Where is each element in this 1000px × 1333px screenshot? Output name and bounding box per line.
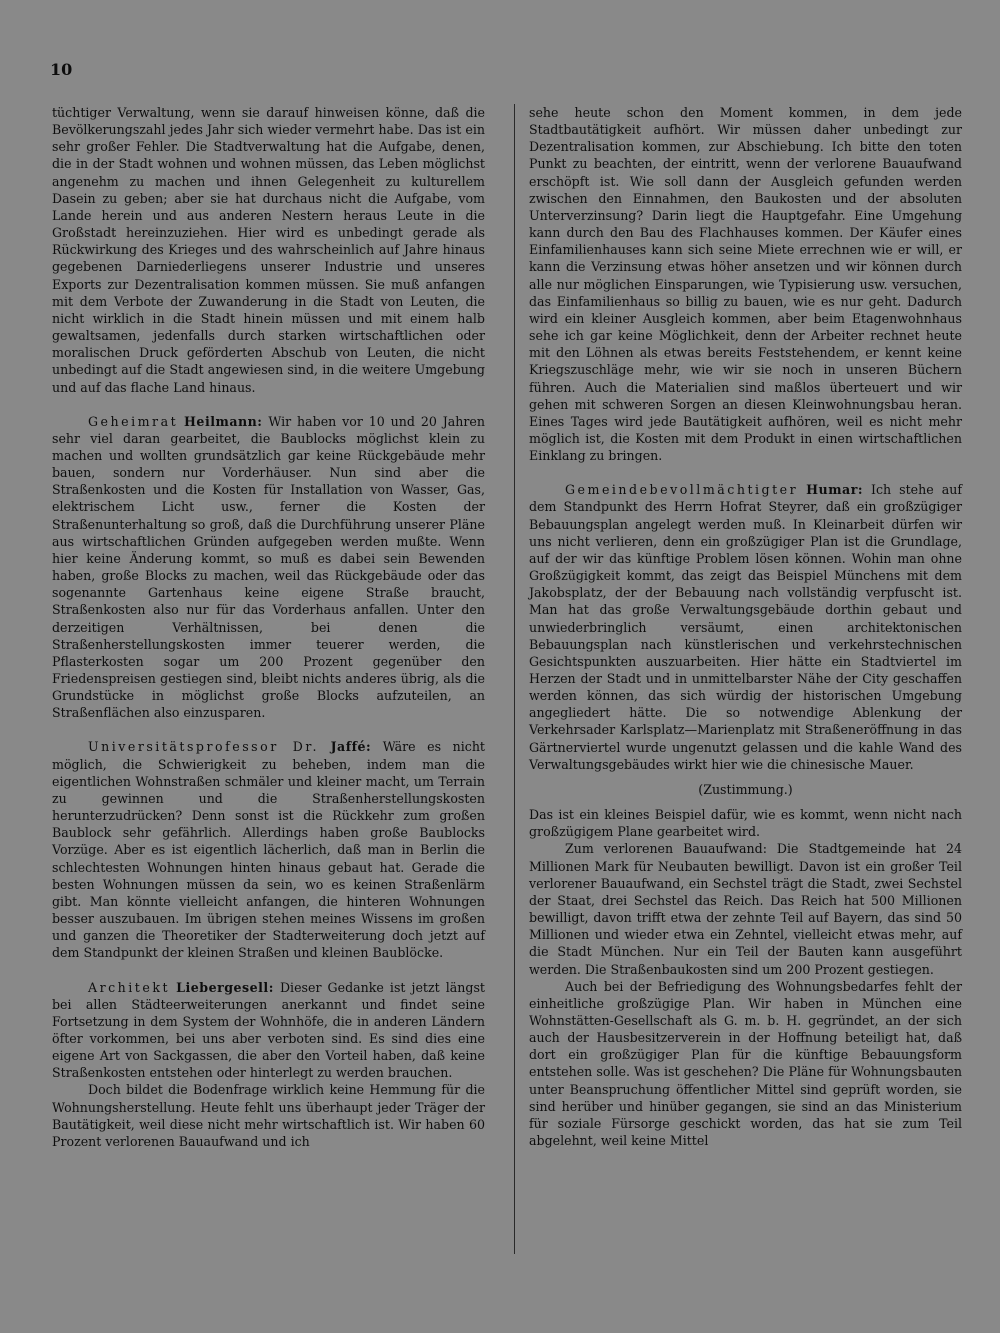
speaker-name: Humar: — [806, 482, 863, 498]
speaker-name: Liebergesell: — [176, 979, 274, 995]
speaker-name: Heilmann: — [184, 413, 263, 429]
speaker-title: Gemeindebevollmächtigter — [565, 482, 799, 498]
interjection: (Zustimmung.) — [698, 781, 793, 797]
page-number: 10 — [50, 60, 73, 79]
speech-paragraph — [52, 738, 485, 961]
paragraph: Auch bei der Befriedigung des Wohnungsbedarfes fehlt der einheitliche großzügige Plan. Wir haben in München eine Wohnstätten-Gesellschaft als G. m. b. H. gegründet, an der sich auch der Hausbesitzerverein in der Hoffnung beteiligt hat, daß dort ein großzügiger Plan für die künftige Bebauungsform entstehen solle. Was ist geschehen? Die Pläne für Wohnungsbauten unter Beanspruchung öffentlicher Mittel sind geprüft worden, sie sind herüber und hinüber gegangen, sie sind an das Ministerium für soziale Fürsorge geschickt worden, das hat sie zum Teil abgelehnt, weil keine Mittel — [529, 978, 962, 1149]
speech-text: Wir haben vor 10 und 20 Jahren sehr viel daran gearbeitet, die Baublocks möglichst klein zu machen und wollten grundsätzlich gar keine Rückgebäude mehr bauen, sondern nur Vorderhäuser. Nun sind aber die Straßenkosten und die Kosten für Installation von Wasser, Gas, elektrischem Licht usw., ferner die Kosten der Straßenunterhaltung so groß, daß die Durchführung unserer Pläne aus wirtschaftlichen Gründen aufgegeben werden mußte. Wenn hier keine Änderung kommt, so muß es dabei sein Bewenden haben, große Blocks zu machen, weil das Rückgebäude oder das sogenannte Gartenhaus keine eigene Straße braucht, Straßenkosten also nur für das Vorderhaus anfallen. Unter den derzeitigen Verhältnissen, bei denen die Straßenherstellungskosten immer teuerer werden, die Pflasterkosten sogar um 200 Prozent gegenüber den Friedenspreisen gestiegen sind, bleibt nichts anderes übrig, als die Grundstücke in möglichst große Blocks aufzuteilen, an Straßenflächen also einzusparen. — [52, 413, 485, 721]
paragraph: sehe heute schon den Moment kommen, in dem jede Stadtbautätigkeit aufhört. Wir müssen daher unbedingt zur Dezentralisation kommen, zur Abschiebung. Ich bitte den toten Punkt zu beachten, der eintritt, wenn der verlorene Bauaufwand erschöpft ist. Wie soll dann der Ausgleich gefunden werden zwischen den Einnahmen, den Baukosten und der absoluten Unterverzinsung? Darin liegt die Hauptgefahr. Eine Umgehung kann durch den Bau des Flachhauses kommen. Der Käufer eines Einfamilienhauses kann sich seine Miete errechnen wie er will, er kann die Verzinsung etwas höher ansetzen und wir können durch alle nur möglichen Einsparungen, wie Typisierung usw. versuchen, das Einfamilienhaus so billig zu bauen, wie es nur geht. Dadurch wird ein kleiner Ausgleich kommen, aber beim Etagenwohnhaus sehe ich gar keine Möglichkeit, denn der Arbeiter rechnet heute mit den Löhnen als etwas bereits Feststehendem, er kennt keine Kriegszuschläge mehr, wie wir sie noch in unseren Büchern führen. Auch die Materialien sind maßlos überteuert und wir gehen mit schweren Sorgen an diesen Kleinwohnungsbau heran. Eines Tages wird jede Bautätigkeit aufhören, weil es nicht mehr möglich ist, die Kosten mit dem Produkt in einen wirtschaftlichen Einklang zu bringen. — [529, 105, 962, 464]
speaker-title: Universitätsprofessor Dr. — [88, 739, 320, 755]
paragraph: tüchtiger Verwaltung, wenn sie darauf hinweisen könne, daß die Bevölkerungszahl jedes Jahr sich wieder vermehrt habe. Das ist ein sehr großer Fehler. Die Stadtverwaltung hat die Aufgabe, denen, die in der Stadt wohnen und wohnen müssen, das Leben möglichst angenehm zu machen und ihnen Gelegenheit zu kulturellem Dasein zu geben; aber sie hat durchaus nicht die Aufgabe, vom Lande herein und aus anderen Nestern heraus Leute in die Großstadt hereinzuziehen. Hier wird es unbedingt gerade als Rückwirkung des Krieges und des wahrscheinlich auf Jahre hinaus gegebenen Darniederliegens unserer Industrie und unseres Exports zur Dezentralisation kommen müssen. Sie muß anfangen mit dem Verbote der Zuwanderung in die Stadt von Leuten, die nicht wirklich in die Stadt hinein müssen und mit einem halb gewaltsamen, jedenfalls durch starken wirtschaftlichen oder moralischen Druck geförderten Abschub von Leuten, die nicht unbedingt auf die Stadt angewiesen sind, in die weitere Umgebung und auf das flache Land hinaus. — [52, 105, 485, 395]
column-divider — [514, 104, 515, 1254]
paragraph: Doch bildet die Bodenfrage wirklich keine Hemmung für die Wohnungsherstellung. Heute fehlt uns überhaupt jeder Träger der Bautätigkeit, weil diese nicht mehr wirtschaftlich ist. Wir haben 60 Prozent verlorenen Bauaufwand und ich — [52, 1082, 485, 1149]
speaker-title: Geheimrat — [88, 413, 179, 429]
speech-paragraph — [529, 481, 962, 773]
paragraph: Das ist ein kleines Beispiel dafür, wie es kommt, wenn nicht nach großzügigem Plane gearbeitet wird. — [529, 807, 962, 840]
paragraph: Zum verlorenen Bauaufwand: Die Stadtgemeinde hat 24 Millionen Mark für Neubauten bewilligt. Davon ist ein großer Teil verlorener Bauaufwand, ein Sechstel trägt die Stadt, zwei Sechstel der Staat, drei Sechstel das Reich. Das Reich hat 500 Millionen bewilligt, davon trifft etwa der zehnte Teil auf Bayern, das sind 50 Millionen und wieder etwa ein Zehntel, vielleicht etwas mehr, auf die Stadt München. Nur ein Teil der Bauten kann ausgeführt werden. Die Straßenbaukosten sind um 200 Prozent gestiegen. — [529, 841, 962, 977]
speech-text: Ich stehe auf dem Standpunkt des Herrn Hofrat Steyrer, daß ein großzügiger Bebauungsplan angelegt werden muß. In Kleinarbeit dürfen wir uns nicht verlieren, denn ein großzügiger Plan ist die Grundlage, auf der wir das künftige Problem lösen können. Wohin man ohne Großzügigkeit kommt, das zeigt das Beispiel Münchens mit dem Jakobsplatz, der der Bebauung nach vollständig verpfuscht ist. Man hat das große Verwaltungsgebäude dorthin gebaut und unwiederbringlich versäumt, einen architektonischen Bebauungsplan nach künstlerischen und verkehrstechnischen Gesichtspunkten auszuarbeiten. Hier hätte ein Stadtviertel im Herzen der Stadt und in unmittelbarster Nähe der City geschaffen werden können, das sich würdig der historischen Umgebung angegliedert hätte. Die so notwendige Ablenkung der Verkehrsader Karlsplatz—Marienplatz mit Straßeneröffnung in das Gärtnerviertel wurde ungenutzt gelassen und die kahle Wand des Verwaltungsgebäudes wirkt hier wie die chinesische Mauer. — [529, 482, 962, 772]
speech-paragraph — [52, 979, 485, 1082]
left-column — [52, 104, 485, 1150]
speaker-title: Architekt — [88, 979, 171, 995]
speech-text: Wäre es nicht möglich, die Schwierigkeit zu beheben, indem man die eigentlichen Wohnstraßen schmäler und kleiner macht, um Terrain zu gewinnen und die Straßenherstellungskosten herunterzudrücken? Denn sonst ist die Rückkehr zum großen Baublock sehr gefährlich. Allerdings haben große Baublocks Vorzüge. Aber es ist eigentlich lächerlich, daß man in Berlin die schlechtesten Wohnungen hinten hinaus gebaut hat. Gerade die besten Wohnungen müssen da sein, wo es keinen Straßenlärm gibt. Man könnte vielleicht anfangen, die hinteren Wohnungen besser auszubauen. Im übrigen stehen meines Wissens im großen und ganzen die Theoretiker der Stadterweiterung doch jetzt auf dem Standpunkt der kleinen Straßen und kleinen Baublöcke. — [52, 739, 485, 961]
speaker-name: Jaffé: — [330, 739, 372, 755]
speech-paragraph — [52, 413, 485, 722]
speech-text: Dieser Gedanke ist jetzt längst bei allen Städteerweiterungen anerkannt und findet seine Fortsetzung in dem System der Wohnhöfe, die in anderen Ländern öfter vorkommen, bei uns aber verboten sind. Es sind dies eine eigene Art von Sackgassen, die aber den Vorteil haben, daß keine Straßenkosten entstehen oder hinterlegt zu werden brauchen. — [52, 979, 485, 1081]
right-column — [529, 104, 962, 1149]
